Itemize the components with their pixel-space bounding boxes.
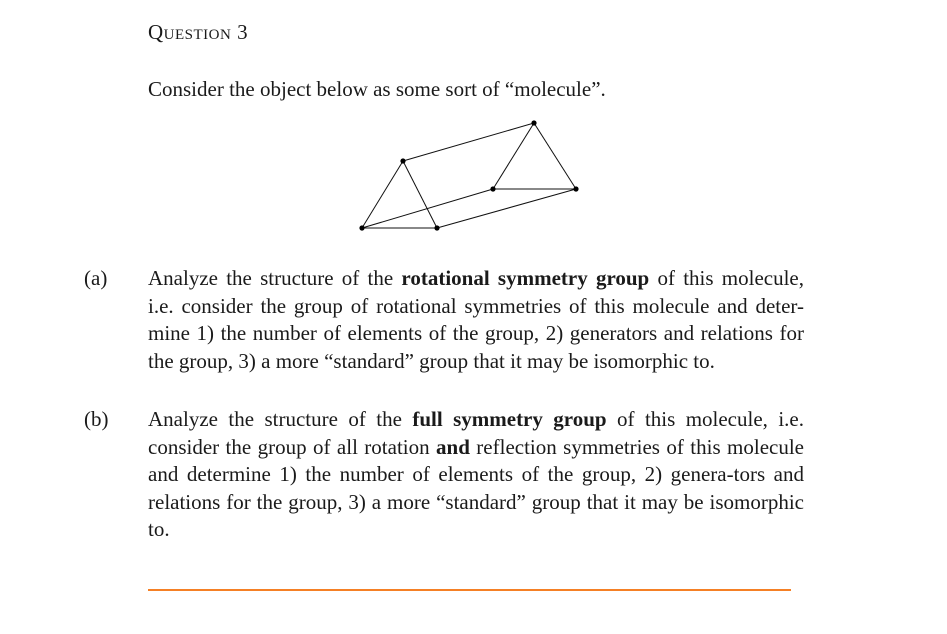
part-a-bold-term: rotational symmetry group — [401, 266, 650, 290]
part-b — [84, 406, 804, 544]
part-b-label: (b) — [84, 407, 109, 431]
molecule-figure — [355, 118, 585, 236]
atom-back-top — [531, 120, 536, 125]
part-b-bold-and: and — [436, 434, 470, 459]
section-divider — [148, 589, 791, 591]
atom-front-right — [434, 225, 439, 230]
part-a — [84, 265, 804, 375]
edge-bottom-right — [437, 189, 576, 228]
edge-front-right — [403, 161, 437, 228]
part-a-text: Analyze the structure of the rotational symmetry group of this molecule, i.e. consider the group of rotational symmetries of this molecule and deter-mine 1) the number of elements of the group, 2) generators and relations for the group, 3) a more “standard” group that it may be isomorphic to. — [148, 266, 804, 373]
question-intro: Consider the object below as some sort of “molecule”. — [148, 77, 606, 101]
atom-front-top — [400, 158, 405, 163]
edge-back-right — [534, 123, 576, 189]
part-b-text: Analyze the structure of the full symmetry group of this molecule, i.e. consider the group of all rotation and reflection symmetries of this molecule and determine 1) the number of elements of the group, 2) genera-tors and relations for the group, 3) a more “standard” group that it may be isomorphic to. — [148, 407, 804, 541]
atom-back-left — [490, 186, 495, 191]
edge-bottom-left — [362, 189, 493, 228]
question-heading: Question 3 — [148, 20, 249, 44]
atom-back-right — [573, 186, 578, 191]
part-b-bold-term: full symmetry group — [412, 407, 607, 431]
part-a-label: (a) — [84, 266, 108, 290]
atom-front-left — [359, 225, 364, 230]
